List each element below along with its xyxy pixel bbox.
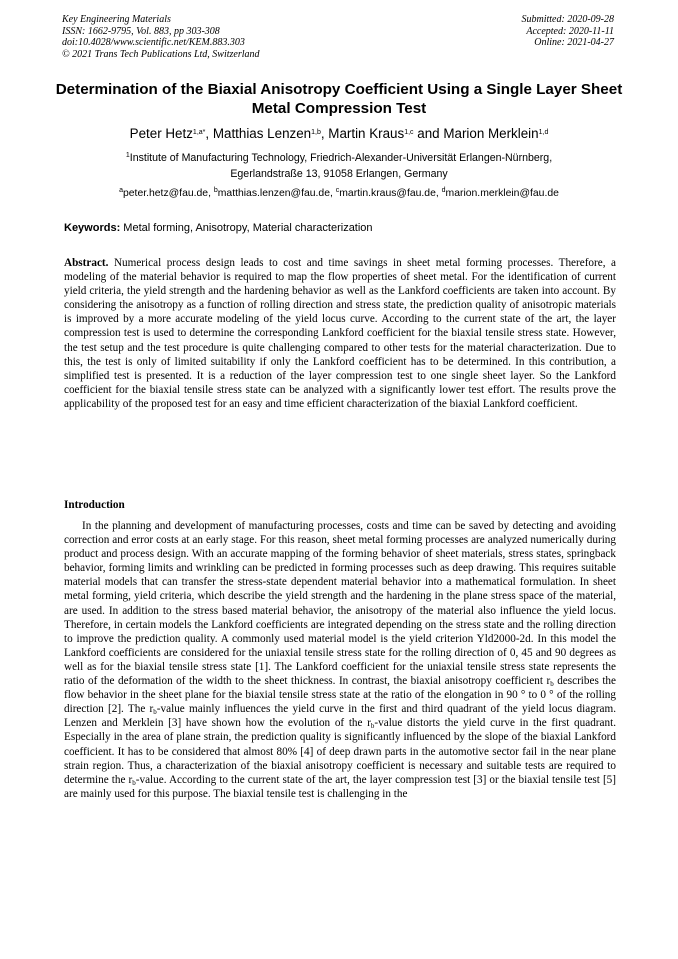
abstract	[64, 256, 616, 411]
subscript: b	[550, 680, 554, 689]
email-address: marion.merklein@fau.de	[445, 188, 559, 199]
affiliation-line-2: Egerlandstraße 13, 91058 Erlangen, Germany	[230, 168, 448, 180]
abstract-text: Numerical process design leads to cost and time savings in sheet metal forming processes. Therefore, a modeling of the material behavior is required to map the flow properties of sheet metal. For the identification of current yield criteria, the yield strength and the hardening behavior as well as the Lankford coefficients are taken into account. By considering the anisotropy as a function of rolling direction and stress state, the prediction quality of anisotropic materials is improved by a more accurate modeling of the yield locus curve. According to the current state of the art, the layer compression test is used to determine the corresponding Lankford coefficient for the biaxial tensile stress state. However, the test setup and the test procedure is quite challenging compared to other tests for the material characterization. Due to this, the test is only of limited suitability if only the Lankford coefficient has to be determined. In this contribution, a simplified test is presented. It is a reduction of the layer compression test to one single sheet layer. So the Lankford coefficient for the biaxial tensile stress state can be analyzed with a significantly lower test effort. The results prove the applicability of the proposed test for an easy and time efficient characterization of the biaxial Lankford coefficient.	[64, 257, 616, 410]
email-mark: d	[441, 187, 446, 194]
author-separator: ,	[205, 126, 213, 141]
issn-volume-pages: ISSN: 1662-9795, Vol. 883, pp 303-308	[62, 25, 220, 37]
affiliation-line-1: Institute of Manufacturing Technology, Friedrich-Alexander-Universität Erlangen-Nürnberg,	[129, 152, 553, 164]
author-name: Marion Merklein	[443, 126, 539, 141]
intro-text: -value distorts the yield curve in the first quadrant. Especially in the area of plane strain, the prediction quality is significantly influenced by the slope of the biaxial Lankford coefficient. It has to be considered that almost 80% [4] of deep drawn parts in the automotive sector fail in the near plane strain region. Thus, a characterization of the biaxial anisotropy coefficient is necessary and suitable tests are required to determine the r	[64, 717, 616, 786]
author-name: Matthias Lenzen	[212, 126, 312, 141]
email-address: matthias.lenzen@fau.de,	[217, 188, 336, 199]
intro-text: -value. According to the current state of the art, the layer compression test [3] or the biaxial tensile test [5] are mainly used for this purpose. The biaxial tensile test is challenging in the	[64, 773, 616, 800]
author-affiliation-mark: 1,c	[404, 129, 414, 136]
author-affiliation-mark: 1,a*	[192, 129, 206, 136]
intro-text: describes the flow behavior in the sheet plane for the biaxial tensile stress state at the ratio of the elongation in 90 ° to 0 ° of the rolling direction [2]. The r	[64, 675, 616, 716]
email-mark: c	[335, 187, 340, 194]
journal-info	[62, 14, 260, 60]
author-separator: and	[413, 126, 444, 141]
author-name: Martin Kraus	[328, 126, 405, 141]
journal-name: Key Engineering Materials	[62, 14, 171, 25]
email-mark: b	[213, 187, 218, 194]
author-separator: ,	[320, 126, 329, 141]
intro-text: In the planning and development of manufacturing processes, costs and time can be saved by detecting and avoiding correction and error costs at an early stage. For this reason, sheet metal forming processes are analyzed numerically during product and process design. With an accurate mapping of the forming behavior of sheet materials, stress states, springback behavior, forming limits and wrinkling can be predicted in forming processes such as deep drawing. This requires suitable material models that can transfer the stress-state dependent material behavior into a mathematical formulation. In sheet metal forming, yield criteria, which describe the yield strength and the hardening in the plane stress space of the material, are used. In addition to the stress based material behavior, the anisotropy of the material also influence the yield locus. Therefore, in certain models the Lankford coefficients are integrated depending on the stress state and the rolling direction to improve the prediction quality. A commonly used material model is the yield criterion Yld2000-2d. In this model the Lankford coefficients are considered for the uniaxial tensile stress state for the rolling direction of 0, 45 and 90 degrees as well as for the biaxial tensile stress state [1]. The Lankford coefficient for the uniaxial tensile stress state represents the ratio of the deformation of the width to the sheet thickness. In contrast, the biaxial anisotropy coefficient r	[64, 520, 616, 688]
affiliation	[40, 150, 638, 182]
keywords-text: Metal forming, Anisotropy, Material characterization	[120, 222, 373, 234]
subscript: b	[370, 722, 375, 731]
affiliation-mark: 1	[125, 152, 130, 159]
email-mark: a	[119, 187, 123, 194]
author-affiliation-mark: 1,b	[311, 129, 321, 136]
copyright: © 2021 Trans Tech Publications Ltd, Switzerland	[62, 48, 260, 60]
email-address: peter.hetz@fau.de,	[123, 188, 214, 199]
author-affiliation-mark: 1,d	[538, 129, 549, 136]
intro-text: -value mainly influences the yield curve in the first and third quadrant of the yield locus diagram. Lenzen and Merklein [3] have shown how the evolution of the r	[64, 703, 616, 730]
doi: doi:10.4028/www.scientific.net/KEM.883.303	[62, 37, 245, 48]
paper-title: Determination of the Biaxial Anisotropy Coefficient Using a Single Layer Sheet Metal Compression Test	[55, 81, 623, 117]
section-heading: Introduction	[64, 499, 125, 511]
subscript: b	[132, 778, 136, 787]
abstract-label: Abstract.	[64, 257, 109, 269]
keywords-label: Keywords:	[64, 222, 121, 234]
submitted-date: Submitted: 2020-09-28	[521, 14, 614, 25]
subscript: b	[153, 708, 157, 717]
accepted-date: Accepted: 2020-11-11	[526, 25, 614, 37]
email-address: martin.kraus@fau.de,	[339, 188, 442, 199]
keywords	[64, 221, 616, 235]
author-name: Peter Hetz	[129, 126, 193, 141]
submission-dates	[522, 14, 615, 49]
introduction-paragraph	[64, 519, 616, 801]
online-date: Online: 2021-04-27	[534, 37, 614, 48]
author-list	[40, 125, 638, 142]
email-list	[30, 187, 648, 201]
